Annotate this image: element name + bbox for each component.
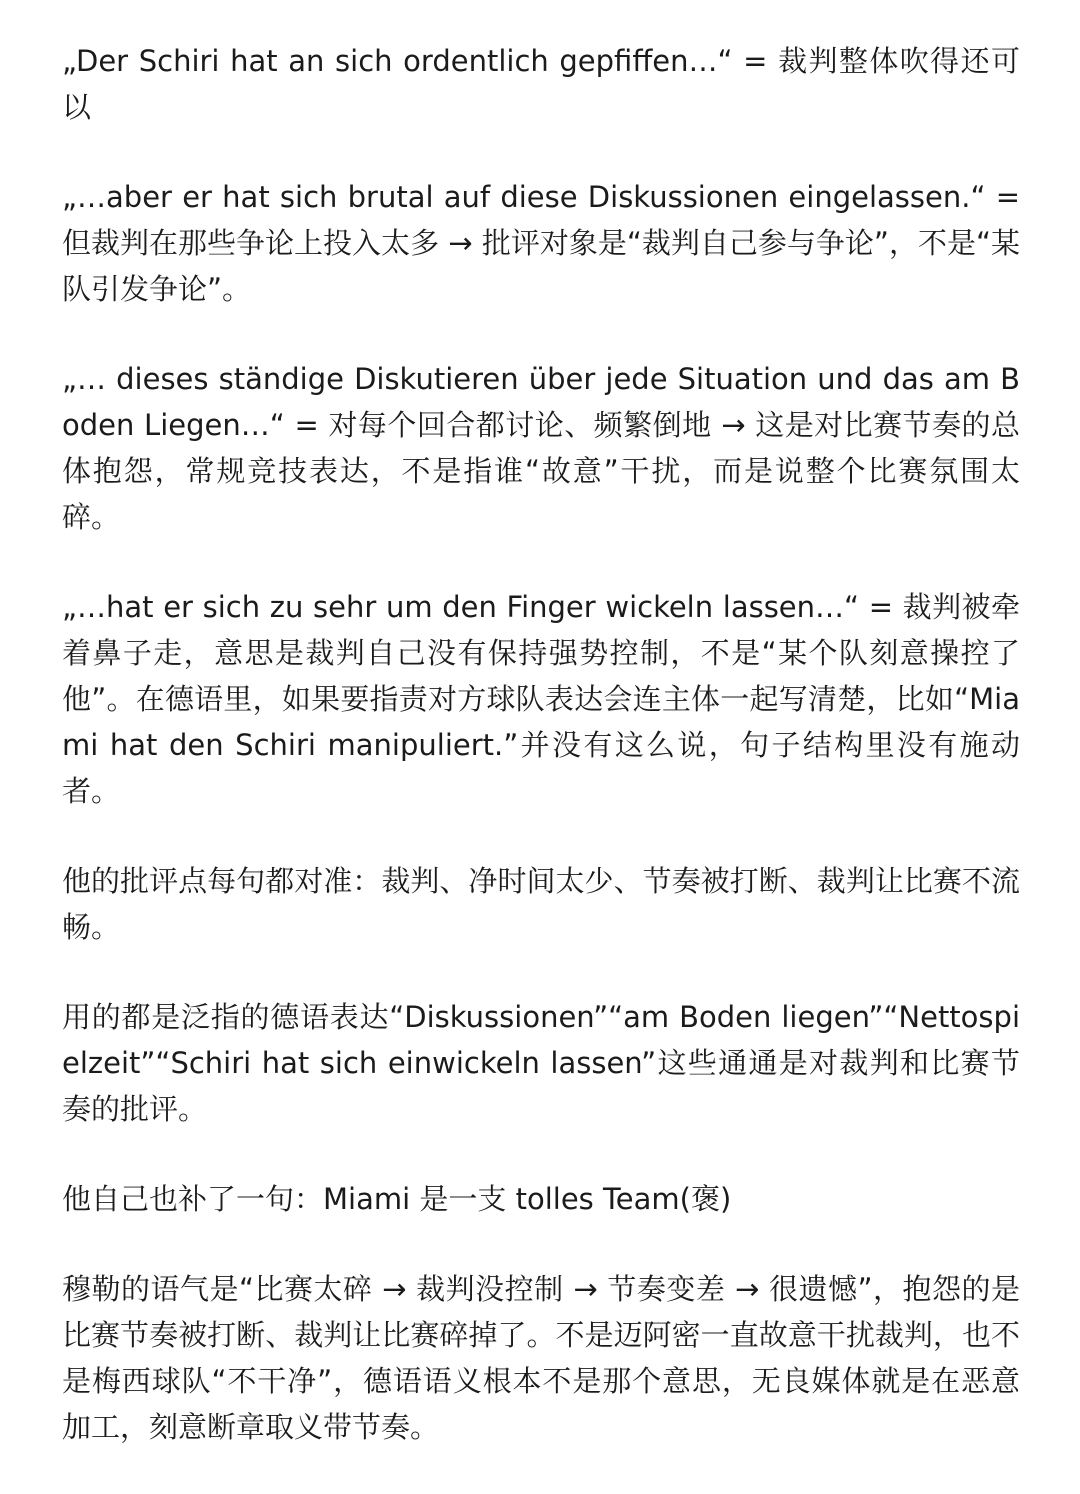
article-body [62, 38, 1020, 1494]
paragraph-boden-liegen: „… dieses ständige Diskutieren über jede Situation und das am Boden Liegen…“ = 对每个回合都讨论、频繁倒地 → 这是对比赛节奏的总体抱怨，常规竞技表达，不是指谁“故意”干扰，而是说整个比赛氛围太碎。 [62, 362, 1020, 534]
paragraph-diskussionen-eingelassen: „…aber er hat sich brutal auf diese Diskussionen eingelassen.“ = 但裁判在那些争论上投入太多 → 批评对象是“裁判自己参与争论”，不是“某队引发争论”。 [62, 180, 1020, 306]
paragraph-criticism-points: 他的批评点每句都对准：裁判、净时间太少、节奏被打断、裁判让比赛不流畅。 [62, 864, 1020, 944]
paragraph-general-expressions: 用的都是泛指的德语表达“Diskussionen”“am Boden liegen”“Nettospielzeit”“Schiri hat sich einwickeln lassen”这些通通是对裁判和比赛节奏的批评。 [62, 1000, 1020, 1126]
paragraph-finger-wickeln: „…hat er sich zu sehr um den Finger wickeln lassen…“ = 裁判被牵着鼻子走，意思是裁判自己没有保持强势控制，不是“某个队刻意操控了他”。在德语里，如果要指责对方球队表达会连主体一起写清楚，比如“Miami hat den Schiri manipuliert.”并没有这么说，句子结构里没有施动者。 [62, 590, 1020, 808]
paragraph-schiri-ordentlich: „Der Schiri hat an sich ordentlich gepfiffen…“ = 裁判整体吹得还可以 [62, 44, 1020, 124]
paragraph-tolles-team: 他自己也补了一句：Miami 是一支 tolles Team(褒) [62, 1182, 732, 1216]
paragraph-conclusion: 穆勒的语气是“比赛太碎 → 裁判没控制 → 节奏变差 → 很遗憾”，抱怨的是比赛节奏被打断、裁判让比赛碎掉了。不是迈阿密一直故意干扰裁判，也不是梅西球队“不干净”，德语语义根本不是那个意思，无良媒体就是在恶意加工，刻意断章取义带节奏。 [62, 1272, 1020, 1444]
